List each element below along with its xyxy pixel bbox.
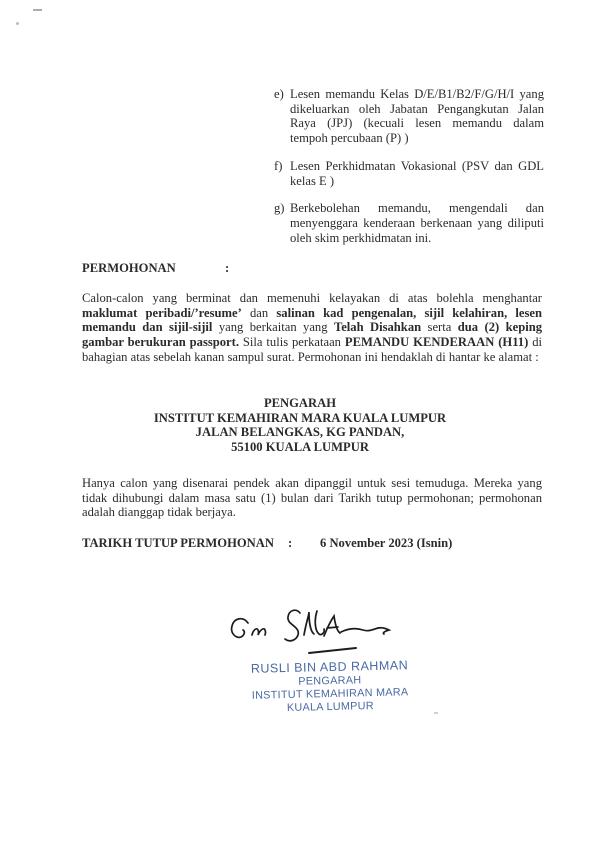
address-line: INSTITUT KEMAHIRAN MARA KUALA LUMPUR [153,410,447,425]
application-heading [82,261,229,276]
signatory-location: KUALA LUMPUR [286,700,375,715]
signatory-organization: INSTITUT KEMAHIRAN MARA [251,686,409,702]
list-item-label: g) [274,201,285,216]
signatory-stamp [229,658,430,717]
list-item [274,201,544,245]
list-item-text: Berkebolehan memandu, mengendali dan menyenggara kenderaan berkenaan yang diliputi oleh skim perkhidmatan ini. [290,201,544,245]
address-line: JALAN BELANGKAS, KG PANDAN, [195,425,405,440]
qualification-list [274,87,544,258]
closing-date-value: 6 November 2023 (Isnin) [320,536,453,550]
mailing-address [0,396,600,455]
shortlist-paragraph: Hanya calon yang disenarai pendek akan dipanggil untuk sesi temuduga. Mereka yang tidak dihubungi dalam masa satu (1) bulan dari Tarikh tutup permohonan; permohonan adalah dianggap tidak berjaya. [82,476,542,520]
closing-date-row [82,536,452,551]
signatory-name: RUSLI BIN ABD RAHMAN [250,658,409,676]
handwritten-signature [212,601,397,663]
application-heading-colon: : [225,261,230,275]
application-heading-label: PERMOHONAN [82,261,176,275]
scan-artifact-dot [16,22,19,25]
closing-date-colon: : [288,536,293,550]
address-line: PENGARAH [263,396,337,410]
list-item-text: Lesen Perkhidmatan Vokasional (PSV dan GDL kelas E ) [290,158,544,188]
scan-artifact-dash [33,9,42,11]
list-item-label: e) [274,87,284,101]
signatory-title: PENGARAH [298,673,362,688]
list-item [274,87,544,146]
application-paragraph: Calon-calon yang berminat dan memenuhi kelayakan di atas bolehla menghantar maklumat peribadi/’resume’ dan salinan kad pengenalan, sijil kelahiran, lesen memandu dan sijil-sijil yang berkaitan yang Telah Disahkan serta dua (2) keping gambar berukuran passport. Sila tulis perkataan PEMANDU KENDERAAN (H11) di bahagian atas sebelah kanan sampul surat. Permohonan ini hendaklah di hantar ke alamat : [82,291,543,364]
list-item [274,159,544,188]
list-item-label: f) [274,158,283,173]
list-item-text: Lesen memandu Kelas D/E/B1/B2/F/G/H/I yang dikeluarkan oleh Jabatan Pengangkutan Jalan Raya (JPJ) (kecuali lesen memandu dalam tempoh percubaan (P) ) [290,87,544,146]
address-line: 55100 KUALA LUMPUR [231,440,369,455]
closing-date-label: TARIKH TUTUP PERMOHONAN [82,536,274,550]
scan-artifact-speck [434,712,438,714]
